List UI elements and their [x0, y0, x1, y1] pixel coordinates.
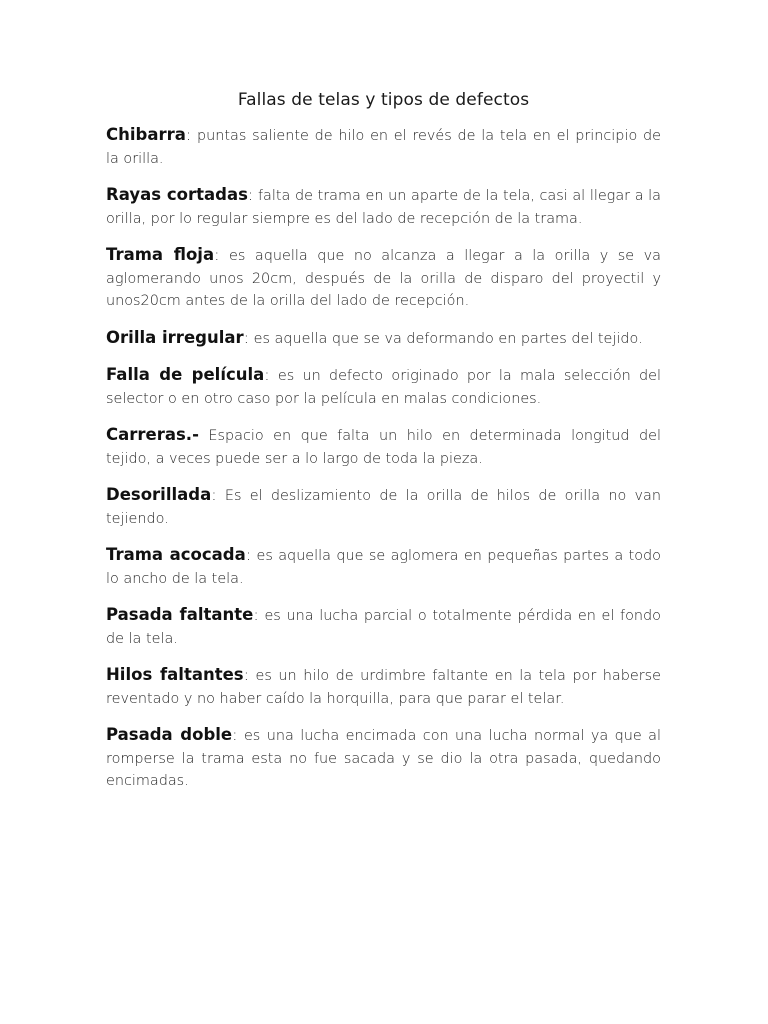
entry-term: Hilos faltantes	[106, 665, 244, 684]
entry-term: Trama floja	[106, 245, 215, 264]
entry-term: Falla de película	[106, 365, 265, 384]
entry-term: Chibarra	[106, 125, 186, 144]
entry-text: es aquella que se va deformando en partes del tejido.	[249, 330, 643, 347]
entry-hilos-faltantes	[106, 664, 661, 710]
entry-term: Desorillada	[106, 485, 212, 504]
entry-orilla-irregular	[106, 327, 661, 351]
entry-text: falta de trama en un aparte de la tela, casi al llegar a la orilla, por lo regular siempre es del lado de recepción de la trama.	[106, 188, 661, 227]
entry-text: Es el deslizamiento de la orilla de hilos de orilla no van tejiendo.	[106, 488, 661, 527]
entry-term: Orilla irregular	[106, 327, 244, 347]
entry-text: es aquella que no alcanza a llegar a la orilla y se va aglomerando unos 20cm, después de la orilla de disparo del proyectil y unos20cm antes de la orilla del lado de recepción.	[106, 248, 661, 309]
entry-text: es un hilo de urdimbre faltante en la tela por haberse reventado y no haber caído la horquilla, para que parar el telar.	[106, 668, 661, 707]
entry-text: es una lucha parcial o totalmente pérdida en el fondo de la tela.	[106, 608, 661, 647]
entry-chibarra	[106, 124, 661, 170]
entry-separator: :	[185, 125, 192, 144]
entry-separator: :	[264, 365, 270, 384]
entry-text: es un defecto originado por la mala selección del selector o en otro caso por la película en malas condiciones.	[106, 368, 661, 407]
entry-term: Pasada doble	[106, 725, 233, 744]
entry-desorillada	[106, 484, 661, 530]
entry-pasada-faltante	[106, 604, 661, 650]
entry-falla-de-pelicula	[106, 364, 661, 410]
entry-separator: :	[232, 725, 238, 744]
entry-separator: :	[211, 485, 217, 504]
entry-rayas-cortadas	[106, 184, 661, 230]
entry-term: Pasada faltante	[106, 605, 254, 624]
entry-text: Espacio en que falta un hilo en determinada longitud del tejido, a veces puede ser a lo largo de toda la pieza.	[106, 428, 661, 467]
entry-trama-floja	[106, 244, 661, 313]
entry-text: es una lucha encimada con una lucha normal ya que al romperse la trama esta no fue sacada y se dio la otra pasada, quedando encimadas.	[106, 728, 661, 789]
entry-trama-acocada	[106, 544, 661, 590]
entry-separator: :	[253, 605, 259, 624]
document-page	[106, 90, 661, 807]
entry-separator: :	[247, 185, 254, 204]
entry-term: Rayas cortadas	[106, 185, 248, 204]
entry-term: Carreras.-	[106, 425, 199, 444]
document-title: Fallas de telas y tipos de defectos	[237, 90, 530, 110]
entry-text: es aquella que se aglomera en pequeñas partes a todo lo ancho de la tela.	[106, 548, 661, 587]
entry-separator: :	[243, 327, 250, 347]
entry-term: Trama acocada	[106, 545, 246, 564]
entry-separator: :	[243, 665, 250, 684]
entry-separator: :	[245, 545, 252, 564]
entry-separator: :	[214, 245, 220, 264]
entry-pasada-doble	[106, 724, 661, 793]
entry-carreras	[106, 424, 661, 470]
entry-text: puntas saliente de hilo en el revés de la tela en el principio de la orilla.	[106, 128, 661, 167]
